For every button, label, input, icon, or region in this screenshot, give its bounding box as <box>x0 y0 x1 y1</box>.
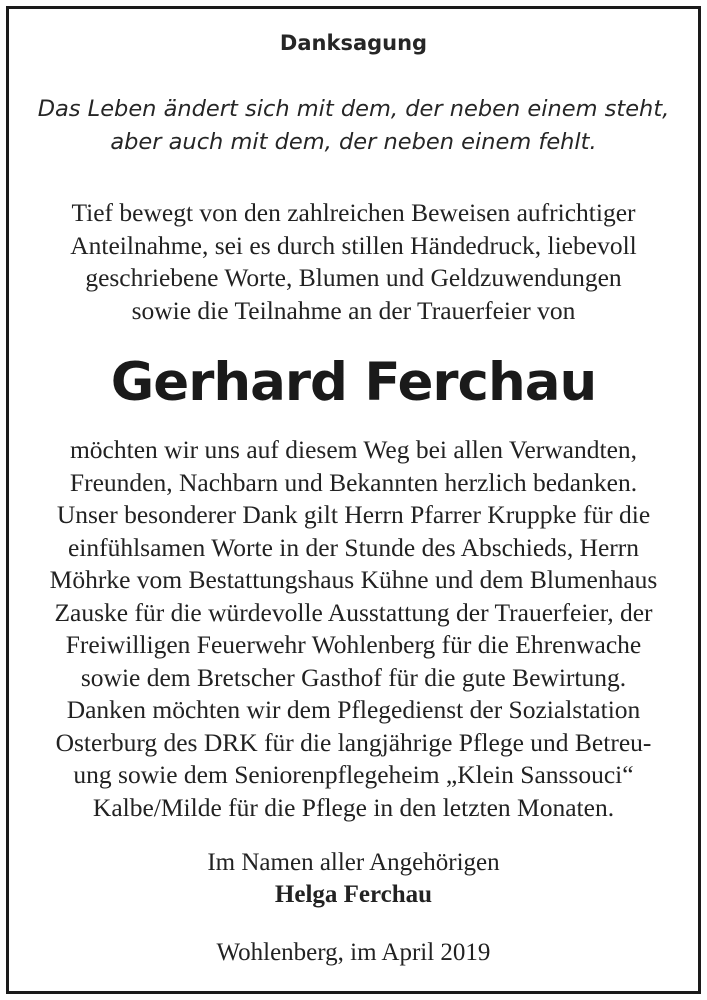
body-line: Kalbe/Milde für die Pflege in den letzten Monaten. <box>92 792 615 822</box>
body-line: ung sowie dem Seniorenpflegeheim „Klein Sanssouci“ <box>73 760 634 789</box>
body-line: Danken möchten wir dem Pflegedienst der Sozialstation <box>66 695 641 724</box>
thanks-paragraph <box>9 434 698 824</box>
body-line: möchten wir uns auf diesem Weg bei allen Verwandten, <box>69 435 638 464</box>
body-line: Möhrke vom Bestattungshaus Kühne und dem Blumenhaus <box>49 565 658 594</box>
intro-line: sowie die Teilnahme an der Trauerfeier von <box>131 295 576 325</box>
motto-quote <box>9 93 698 159</box>
motto-line: Das Leben ändert sich mit dem, der neben einem steht, <box>37 96 670 122</box>
signature-name: Helga Ferchau <box>274 881 433 908</box>
body-line: Freunden, Nachbarn und Bekannten herzlich bedanken. <box>69 467 638 497</box>
body-line: sowie dem Bretscher Gasthof für die gute Bewirtung. <box>80 662 627 692</box>
place-date: Wohlenberg, im April 2019 <box>216 939 491 966</box>
motto-line: aber auch mit dem, der neben einem fehlt. <box>110 129 597 155</box>
body-line: einfühlsamen Worte in der Stunde des Abschieds, Herrn <box>67 532 640 562</box>
signature-intro: Im Namen aller Angehörigen <box>207 849 500 876</box>
intro-line: Anteilnahme, sei es durch stillen Händedruck, liebevoll <box>70 230 637 260</box>
body-line: Freiwilligen Feuerwehr Wohlenberg für die Ehrenwache <box>65 630 642 659</box>
deceased-name: Gerhard Ferchau <box>110 352 597 413</box>
notice-heading: Danksagung <box>279 31 428 55</box>
body-line: Zauske für die würdevolle Ausstattung der Trauerfeier, der <box>54 597 653 627</box>
body-line: Unser besonderer Dank gilt Herrn Pfarrer Kruppke für die <box>56 500 651 529</box>
obituary-notice-frame <box>6 6 701 994</box>
intro-line: geschriebene Worte, Blumen und Geldzuwendungen <box>85 263 622 292</box>
intro-line: Tief bewegt von den zahlreichen Beweisen aufrichtiger <box>71 198 636 227</box>
body-line: Osterburg des DRK für die langjährige Pflege und Betreu- <box>55 727 652 757</box>
intro-paragraph <box>9 197 698 327</box>
